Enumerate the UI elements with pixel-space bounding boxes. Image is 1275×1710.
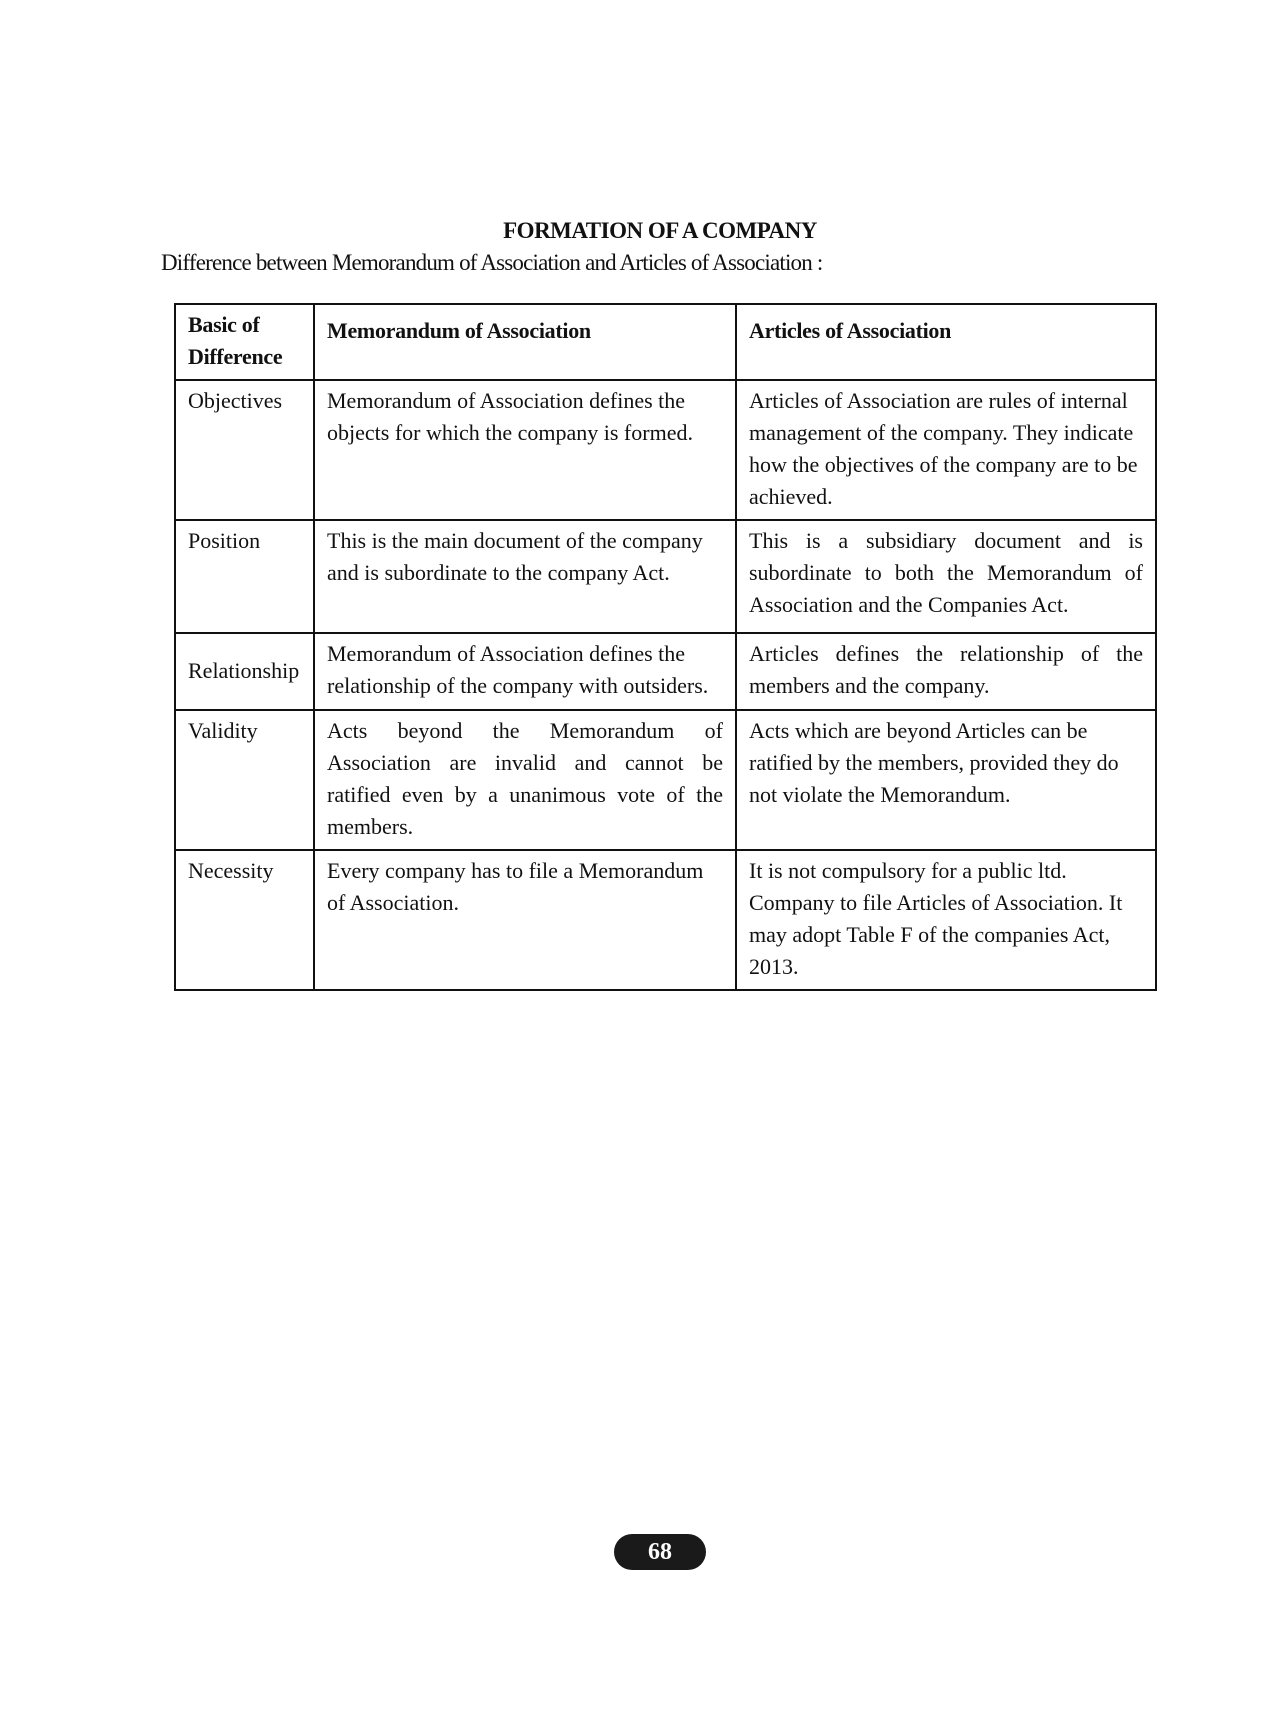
row-memorandum: This is the main document of the company and is subordinate to the company Act.	[314, 520, 736, 633]
row-basis: Validity	[175, 710, 314, 850]
intro-text: Difference between Memorandum of Association and Articles of Association :	[161, 250, 823, 275]
row-basis: Position	[175, 520, 314, 633]
table-header-row	[175, 304, 1156, 380]
row-articles: Articles defines the relationship of the members and the company.	[736, 633, 1156, 710]
row-articles: Articles of Association are rules of internal management of the company. They indicate how the objectives of the company are to be achieved.	[736, 380, 1156, 520]
row-articles: Acts which are beyond Articles can be ratified by the members, provided they do not violate the Memorandum.	[736, 710, 1156, 850]
table-row	[175, 633, 1156, 710]
row-memorandum: Memorandum of Association defines the objects for which the company is formed.	[314, 380, 736, 520]
row-memorandum: Acts beyond the Memorandum of Association are invalid and cannot be ratified even by a unanimous vote of the members.	[314, 710, 736, 850]
row-basis: Objectives	[175, 380, 314, 520]
header-basis: Basic of Difference	[175, 304, 314, 380]
table-row	[175, 380, 1156, 520]
row-articles: This is a subsidiary document and is subordinate to both the Memorandum of Association and the Companies Act.	[736, 520, 1156, 633]
row-memorandum: Every company has to file a Memorandum of Association.	[314, 850, 736, 990]
page-title: FORMATION OF A COMPANY	[503, 218, 817, 243]
row-basis: Relationship	[175, 633, 314, 710]
table-row	[175, 710, 1156, 850]
page-number: 68	[614, 1534, 706, 1570]
table-row	[175, 520, 1156, 633]
table-row	[175, 850, 1156, 990]
header-articles: Articles of Association	[736, 304, 1156, 380]
row-memorandum: Memorandum of Association defines the relationship of the company with outsiders.	[314, 633, 736, 710]
row-articles: It is not compulsory for a public ltd. Company to file Articles of Association. It may adopt Table F of the companies Act, 2013.	[736, 850, 1156, 990]
comparison-table	[174, 303, 1157, 991]
header-memorandum: Memorandum of Association	[314, 304, 736, 380]
row-basis: Necessity	[175, 850, 314, 990]
